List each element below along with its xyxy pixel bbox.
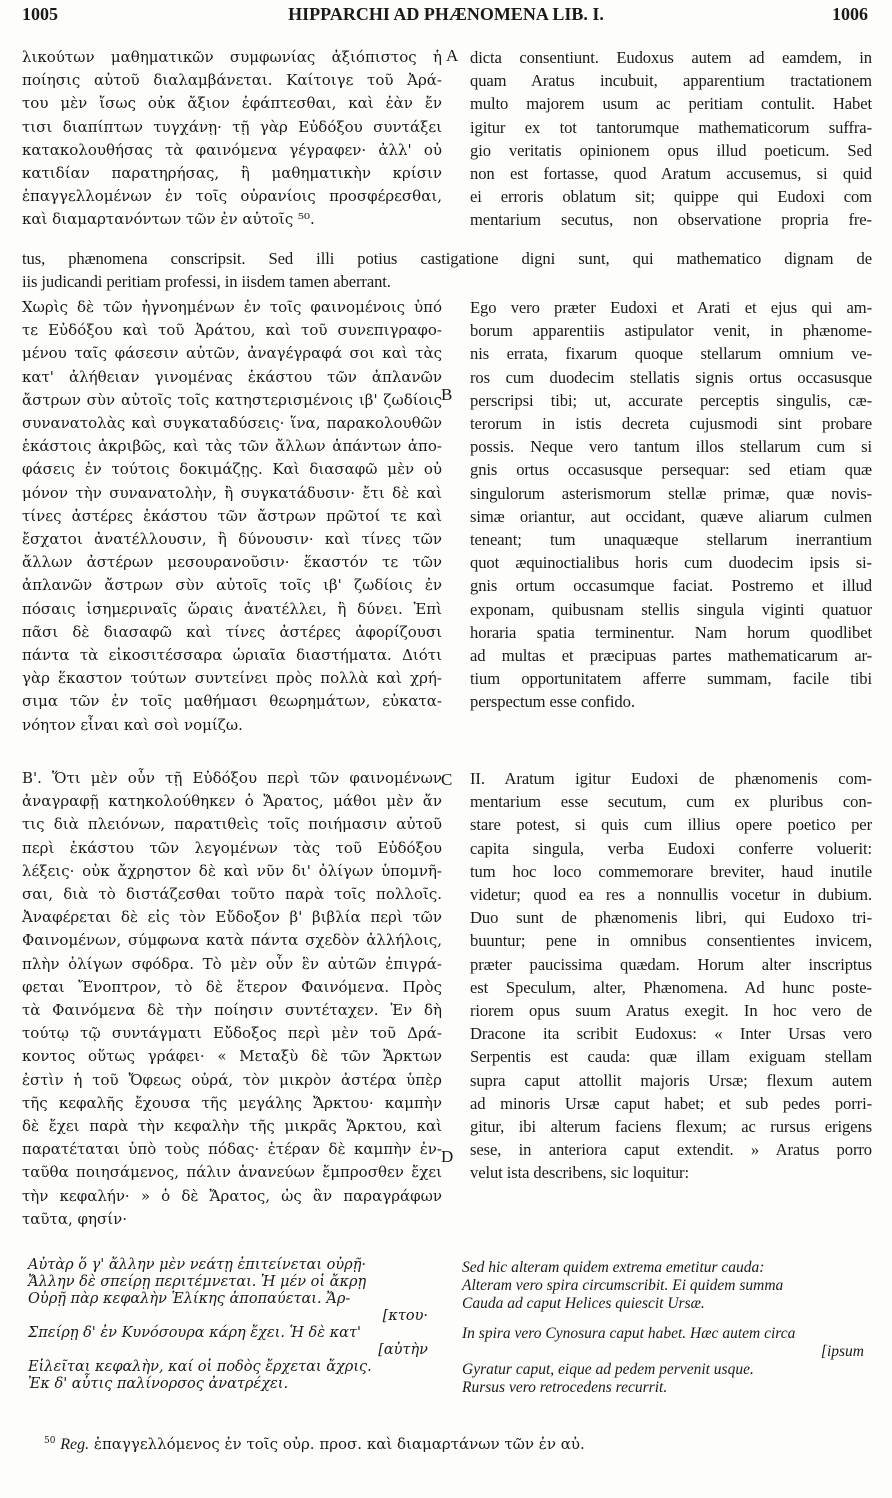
text-line: ἑκάστοις ἀκριβῶς, καὶ τὰς τῶν ἄλλων ἁπάντων ἀπο- bbox=[22, 437, 442, 456]
text-line: non est fortasse, quod Aratum accusemus, si quid bbox=[470, 164, 872, 184]
text-line: τούτῳ τῷ συντάγματι Εὔδοξος περὶ μὲν τοῦ Δρά- bbox=[22, 1024, 442, 1043]
text-line: φεται Ἔνοπτρον, τὸ δὲ ἕτερον Φαινόμενα. Πρὸς bbox=[22, 977, 442, 996]
text-line: stare potest, si quis cum illius opere poetico per bbox=[470, 815, 872, 835]
text-line: τίνες ἀστέρες ἑκάστου τῶν ἄστρων πρῶτοί τε καὶ bbox=[22, 506, 442, 525]
text-line: τις διὰ πλειόνων, παρατιθεὶς τοῖς ποιήμασιν αὐτοῦ bbox=[22, 815, 442, 834]
text-line: perspectum esse confido. bbox=[470, 692, 635, 712]
text-line: singulorum asterismorum stellæ primæ, quæ novis- bbox=[470, 483, 872, 503]
text-line: simæ oriantur, aut occidant, quæve aliarum culmen bbox=[470, 506, 872, 526]
text-line: μόνον τὴν συνανατολὴν, ἢ συγκατάδυσιν· ἔτι δὲ καὶ bbox=[22, 483, 442, 502]
text-line: mentarium esse secutum, cum ex pluribus con- bbox=[470, 792, 872, 812]
text-line: ἄλλων ἀστέρων μεσουρανοῦσιν· ἕκαστόν τε τῶν bbox=[22, 553, 442, 572]
text-line: ἀναγραφῇ κατηκολούθηκεν ὁ Ἄρατος, μάθοι μὲν ἄν bbox=[22, 792, 442, 811]
verse-line: Cauda ad caput Helices quiescit Ursæ. bbox=[462, 1295, 705, 1312]
verse-line: Rursus vero retrocedens recurrit. bbox=[462, 1379, 668, 1396]
text-line: sese, in anteriora caput extendit. » Aratus porro bbox=[470, 1140, 872, 1160]
text-line: κατιδίαν παρατηρήσας, ἢ μαθηματικὴν κρίσιν bbox=[22, 164, 442, 183]
text-line: παρατέταται ὑπὸ τοὺς πόδας· ἑτέραν δὲ καμπὴν ἐν- bbox=[22, 1140, 442, 1159]
text-line: Β'. Ὅτι μὲν οὖν τῇ Εὐδόξου περὶ τῶν φαινομένων bbox=[22, 769, 442, 787]
text-line: λικούτων μαθηματικῶν συμφωνίας ἀξιόπιστος ἡ bbox=[22, 48, 442, 66]
text-line: ἄστρων σὺν αὐτοῖς τοῖς κατηστερισμένοις ιβ' ζωδίοις bbox=[22, 390, 442, 409]
text-line: quam Aratus incubuit, apparentium tractationem bbox=[470, 71, 872, 91]
greek-block-3 bbox=[22, 767, 442, 1231]
verse-line: Ἄλλην δὲ σπείρῃ περιτέμνεται. Ἡ μέν οἱ ἄκρῃ bbox=[28, 1274, 367, 1290]
text-line: est Speculum, alter, Phænomena. Ad hunc poste- bbox=[470, 977, 872, 997]
text-line: τισι διαπίπτων τυγχάνῃ· τῇ γὰρ Εὐδόξου συντάξει bbox=[22, 117, 442, 136]
text-line: Φαινομένων, σύμφωνα κατὰ πάντα σχεδὸν ἀλλήλοις, bbox=[22, 931, 442, 950]
text-line: possis. Neque vero tantum illos stellarum cum si bbox=[470, 437, 872, 457]
footnote bbox=[44, 1435, 585, 1454]
running-title: HIPPARCHI AD PHÆNOMENA LIB. I. bbox=[288, 4, 604, 24]
verse-line: Εἱλεῖται κεφαλὴν, καί οἱ ποδὸς ἔρχεται ἄχρις. bbox=[28, 1359, 372, 1375]
text-line: κατ' ἀλήθειαν γινομένας ἑκάστου τῶν ἀπλανῶν bbox=[22, 367, 442, 386]
text-line: gnis ortus occasusque persequar: sed etiam quæ bbox=[470, 460, 872, 480]
margin-marker-b: B bbox=[441, 385, 453, 404]
margin-marker-d: D bbox=[441, 1147, 454, 1166]
text-line: συνανατολὰς καὶ συγκαταδύσεις· ἵνα, παρακολουθῶν bbox=[22, 414, 442, 433]
verse-line: Αὐτὰρ ὅ γ' ἄλλην μὲν νεάτῃ ἐπιτείνεται οὐρῇ· bbox=[28, 1257, 367, 1273]
text-line: λέξεις· οὐκ ἄχρηστον δὲ καὶ νῦν δι' ὀλίγων ὑπομνῆ- bbox=[22, 861, 442, 880]
text-line: capita singula, verba Eudoxi conferre voluerit: bbox=[470, 838, 872, 858]
text-line: tum hoc loco commemorare breviter, haud inutile bbox=[470, 861, 872, 881]
text-line: exponam, quibusnam stellis singula viginti quatuor bbox=[470, 599, 872, 619]
verse-line: Gyratur caput, eique ad pedem pervenit usque. bbox=[462, 1361, 754, 1378]
text-line: præter paucissima quædam. Horum alter inscriptus bbox=[470, 954, 872, 974]
text-line: Dracone ita scribit Eudoxus: « Inter Ursas vero bbox=[470, 1024, 872, 1044]
margin-marker-c: C bbox=[441, 770, 453, 789]
text-line: iis judicandi peritiam professi, in iisdem tamen aberrant. bbox=[22, 272, 391, 292]
text-line: videtur; quod ea res a nonnullis vocetur in dubium. bbox=[470, 885, 872, 905]
verse-line: Σπείρῃ δ' ἐν Κυνόσουρα κάρη ἔχει. Ἡ δὲ κατ' bbox=[28, 1325, 361, 1341]
text-line: perscripsi tibi; ut, accurate perceptis singulis, cæ- bbox=[470, 390, 872, 410]
footnote-text: ἐπαγγελλόμενος ἐν τοῖς οὐρ. προσ. καὶ διαμαρτάνων τῶν ἐν αὐ. bbox=[93, 1435, 585, 1453]
text-line: πόσαις ἰσημεριναῖς ὥραις ἀνατέλλει, ἢ δύνει. Ἐπὶ bbox=[22, 599, 442, 618]
text-line: σιμα τῶν ἐν τοῖς μαθήμασι θεωρημάτων, εὐκατα- bbox=[22, 692, 442, 711]
text-line: supra caput attollit majoris Ursæ; flexum autem bbox=[470, 1070, 872, 1090]
verse-line: Ἐκ δ' αὖτις παλίνορσος ἀνατρέχει. bbox=[28, 1376, 289, 1392]
text-line: gitur, ibi alterum faciens flexum; ac rursus erigens bbox=[470, 1117, 872, 1137]
text-line: borum apparentiis astipulator venit, in phænome- bbox=[470, 321, 872, 341]
text-line: Serpentis est cauda: quæ illam exiguam stellam bbox=[470, 1047, 872, 1067]
text-line: δὲ ἔχει παρὰ τὴν κεφαλὴν τῆς μικρᾶς Ἄρκτου, καὶ bbox=[22, 1117, 442, 1136]
verse-line: [κτου· bbox=[382, 1308, 428, 1324]
text-line: ros cum duodecim stellatis signis ortus occasusque bbox=[470, 367, 872, 387]
latin-block-2 bbox=[470, 296, 872, 714]
text-line: Ἀναφέρεται δὲ εἰς τὸν Εὔδοξον β' βιβλία περὶ τῶν bbox=[22, 908, 442, 927]
text-line: Ego vero præter Eudoxi et Arati et ejus qui am- bbox=[470, 298, 872, 317]
footnote-number: 50 bbox=[44, 1436, 56, 1446]
text-line: περὶ ἑκάστου τῶν λεγομένων τὰς τοῦ Εὐδόξου bbox=[22, 838, 442, 857]
verse-line: [αὐτὴν bbox=[378, 1342, 428, 1358]
text-line: buuntur; pene in omnibus consentientes invicem, bbox=[470, 931, 872, 951]
text-line: γὰρ ἕκαστον τούτων συντείνει πρὸς πολλὰ καὶ χρή- bbox=[22, 669, 442, 688]
text-line: ταῦθα ποιησάμενος, πάλιν ἀνανεύων ἔμπροσθεν ἔχει bbox=[22, 1163, 442, 1182]
text-line: ἐστὶν ἡ τοῦ Ὄφεως οὐρά, τὸν μικρὸν ἀστέρα ὑπὲρ bbox=[22, 1070, 442, 1089]
page-number-left: 1005 bbox=[22, 4, 58, 24]
text-line: τὴν κεφαλήν· » ὁ δὲ Ἄρατος, ὡς ἂν παραγράφων bbox=[22, 1186, 442, 1205]
verse-line: [ipsum bbox=[820, 1343, 864, 1360]
text-line: τὰ Φαινόμενα δὲ τὴν ποίησιν συντέταχεν. Ἐν δὴ bbox=[22, 1001, 442, 1020]
text-line: τῆς κεφαλῆς ἔχουσα τῆς μεγάλης Ἄρκτου· καμπὴν bbox=[22, 1093, 442, 1112]
text-line: tus, phænomena conscripsit. Sed illi potius castigatione digni sunt, qui mathematico dignam de bbox=[22, 249, 872, 268]
text-line: ταῦτα, φησίν· bbox=[22, 1209, 128, 1228]
text-line: τε Εὐδόξου καὶ τοῦ Ἀράτου, καὶ τοῦ συνεπιγραφο- bbox=[22, 321, 442, 340]
text-line: ἐπαγγελλομένων ἐν τοῖς οὐρανίοις προσφέρεσθαι, bbox=[22, 187, 442, 206]
text-line: μένου ταῖς φάσεσιν αὐτῶν, ἀναγέγραφά σοι καὶ τὰς bbox=[22, 344, 442, 363]
greek-block-2 bbox=[22, 296, 442, 737]
footnote-abbrev: Reg. bbox=[60, 1436, 90, 1453]
latin-block-1 bbox=[470, 46, 872, 232]
text-line: κατακολουθήσας τὰ φαινόμενα γέγραφεν· ἀλλ' οὐ bbox=[22, 140, 442, 159]
text-line: gio veritatis opinionem opus illud poeticum. Sed bbox=[470, 140, 872, 160]
text-line: καὶ διαμαρτανόντων τῶν ἐν αὐτοῖς ⁵⁰. bbox=[22, 210, 315, 229]
page-number-right: 1006 bbox=[832, 4, 868, 24]
text-line: Χωρὶς δὲ τῶν ἠγνοημένων ἐν τοῖς φαινομένοις ὑπό bbox=[22, 298, 442, 316]
text-line: teneant; tum unaquæque stellarum inerrantium bbox=[470, 530, 872, 550]
text-line: velut ista describens, sic loquitur: bbox=[470, 1163, 689, 1183]
text-line: Duo sunt de phænomenis libri, qui Eudoxo tri- bbox=[470, 908, 872, 928]
text-line: nis errata, fixarum quoque stellarum omnium ve- bbox=[470, 344, 872, 364]
verse-line: Sed hic alteram quidem extrema emetitur cauda: bbox=[462, 1259, 765, 1276]
text-line: tium opportunitatem afferre summam, facile tibi bbox=[470, 669, 872, 689]
text-line: multo majorem usum ac peritiam contulit. Habet bbox=[470, 94, 872, 114]
text-line: ad minoris Ursæ caput habet; et sub pedes porri- bbox=[470, 1093, 872, 1113]
latin-block-3 bbox=[470, 767, 872, 1185]
text-line: σαι, διὰ τὸ διστάζεσθαι τοῦτο παρὰ τοῖς πολλοῖς. bbox=[22, 885, 442, 904]
verse-line: In spira vero Cynosura caput habet. Hæc autem circa bbox=[462, 1325, 796, 1342]
text-line: ποίησις αὐτοῦ διαλαμβάνεται. Καίτοιγε τοῦ Ἀρά- bbox=[22, 71, 442, 90]
text-line: κοντος οὕτως γράφει· « Μεταξὺ δὲ τῶν Ἄρκτων bbox=[22, 1047, 442, 1066]
greek-block-1 bbox=[22, 46, 442, 232]
text-line: φάσεις ἐν τούτοις δοκιμάζῃς. Καὶ διασαφῶ μὲν οὐ bbox=[22, 460, 442, 479]
text-line: igitur ex tot tantorumque mathematicorum suffra- bbox=[470, 117, 872, 137]
text-line: πάντα τὰ εἰκοσιτέσσαρα ὡριαῖα διαστήματα. Διότι bbox=[22, 646, 442, 665]
latin-block-1-full bbox=[22, 247, 872, 293]
text-line: terorum in istis decreta cujusmodi sint probare bbox=[470, 414, 872, 434]
text-line: πλὴν ὀλίγων σφόδρα. Τὸ μὲν οὖν ἓν αὐτῶν ἐπιγρά- bbox=[22, 954, 442, 973]
margin-marker-a: A bbox=[446, 46, 459, 65]
text-line: ei erroris oblatum sit; quippe qui Eudoxi com bbox=[470, 187, 872, 207]
text-line: quot æquinoctialibus horis cum duodecim ipsis si- bbox=[470, 553, 872, 573]
latin-verse bbox=[462, 1259, 874, 1397]
text-line: ἀπλανῶν ἄστρων σὺν αὐτοῖς τοῖς ιβ' ζωδίοις ἐν bbox=[22, 576, 442, 595]
text-line: του μὲν ἴσως οὐκ ἄξιον ἐφάπτεσθαι, καὶ ἐὰν ἔν bbox=[22, 94, 442, 113]
verse-line: Alteram vero spira circumscribit. Ei quidem summa bbox=[462, 1277, 784, 1294]
text-line: ad multas et præcipuas partes mathematicarum ar- bbox=[470, 646, 872, 666]
text-line: πᾶσι δὲ διασαφῶ καὶ τίνες ἀστέρες ἀφορίζουσι bbox=[22, 622, 442, 641]
greek-verse bbox=[28, 1257, 438, 1393]
text-line: ἔσχατοι ἀνατέλλουσιν, ἢ δύνουσιν· καὶ τίνες τῶν bbox=[22, 530, 442, 549]
text-line: II. Aratum igitur Eudoxi de phænomenis com- bbox=[470, 769, 872, 788]
text-line: gnis ortum occasumque faciat. Postremo et illud bbox=[470, 576, 872, 596]
verse-line: Οὐρῇ πὰρ κεφαλὴν Ἑλίκης ἀποπαύεται. Ἄρ- bbox=[28, 1291, 351, 1307]
text-line: riorem opus suum Aratus exegit. In hoc vero de bbox=[470, 1001, 872, 1021]
text-line: horaria spatia terminentur. Nam horum quodlibet bbox=[470, 622, 872, 642]
text-line: dicta consentiunt. Eudoxus autem ad eamdem, in bbox=[470, 48, 872, 67]
text-line: νόητον εἶναι καὶ σοὶ νομίζω. bbox=[22, 715, 243, 734]
text-line: mentarium secutus, non observatione propria fre- bbox=[470, 210, 872, 230]
